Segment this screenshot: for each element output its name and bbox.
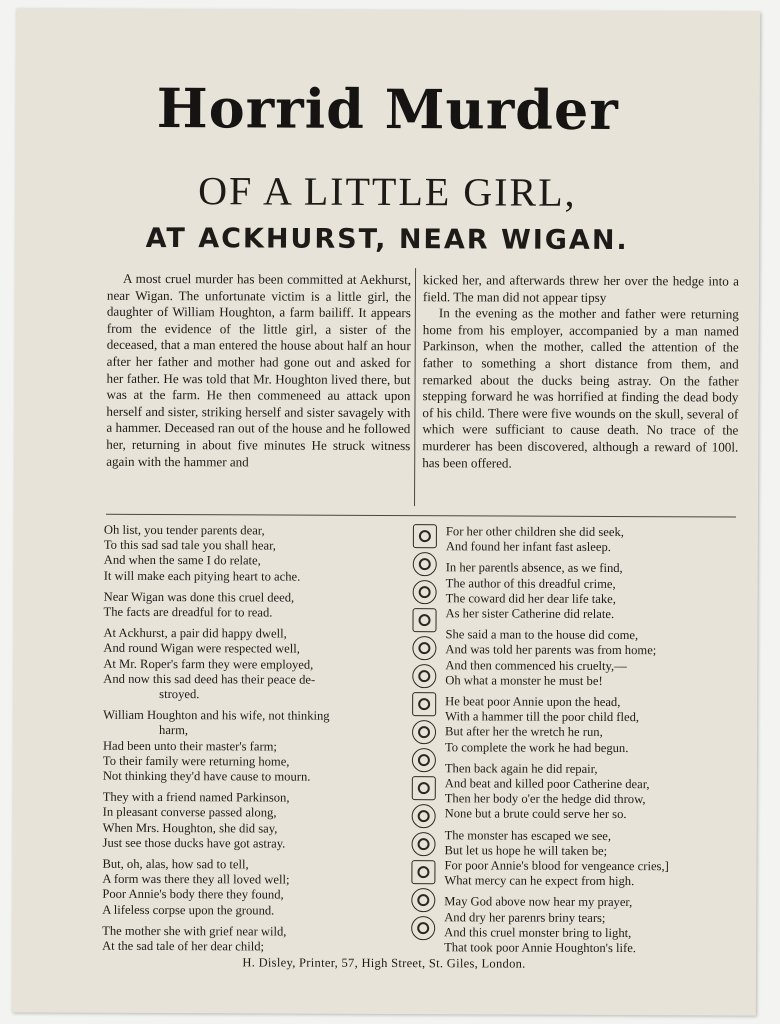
verse-line: Poor Annie's body there they found, xyxy=(102,887,284,903)
verse-line: A form was there they all loved well; xyxy=(102,872,290,887)
verse-line: For her other children she did seek, xyxy=(445,524,624,540)
verse-line: The facts are dreadful for to read. xyxy=(103,604,273,620)
verse-line: Not thinking they'd have cause to mourn. xyxy=(102,768,311,784)
verse-stanza xyxy=(445,694,745,756)
verse-line: Just see those ducks have got astray. xyxy=(102,835,286,851)
verse-line: Oh what a monster he must be! xyxy=(445,673,603,688)
verse-line: But, oh, alas, how sad to tell, xyxy=(102,856,249,872)
verse-line: When Mrs. Houghton, she did say, xyxy=(102,820,278,836)
verse-column-left xyxy=(102,523,404,962)
ornament-flourish-icon xyxy=(412,664,436,688)
verse-line: They with a friend named Parkinson, xyxy=(102,790,290,805)
printer-imprint: H. Disley, Printer, 57, High Street, St. Giles, London. xyxy=(242,955,526,971)
verse-line: A lifeless corpse upon the ground. xyxy=(102,902,275,918)
ornament-flourish-icon xyxy=(412,636,436,660)
ornament-flourish-icon xyxy=(412,720,436,744)
verse-line: And now this sad deed has their peace de- xyxy=(103,671,316,687)
ornament-flourish-icon xyxy=(412,804,436,828)
verse-stanza xyxy=(103,626,403,703)
ornament-flourish-icon xyxy=(412,776,436,800)
verse-line: The mother she with grief near wild, xyxy=(102,923,287,939)
verse-line: To complete the work he had begun. xyxy=(444,739,629,755)
prose-column-left xyxy=(106,271,411,510)
verse-stanza xyxy=(104,590,404,622)
verse-line: He beat poor Annie upon the head, xyxy=(445,694,621,710)
verse-line: At the sad tale of her dear child; xyxy=(102,938,265,954)
subheadline: OF A LITTLE GIRL, xyxy=(198,168,577,215)
verse-line: William Houghton and his wife, not thinking xyxy=(103,708,330,723)
ornament-flourish-icon xyxy=(412,608,436,632)
verse-line: That took poor Annie Houghton's life. xyxy=(444,940,636,956)
broadside-sheet xyxy=(12,8,760,1015)
prose-column-right xyxy=(422,272,739,511)
ornament-flourish-icon xyxy=(413,580,437,604)
verse-line: As her sister Catherine did relate. xyxy=(445,606,615,622)
verse-line: And then commenced his cruelty,— xyxy=(445,657,627,673)
ornament-flourish-icon xyxy=(413,552,437,576)
verse-line: With a hammer till the poor child fled, xyxy=(445,709,640,725)
verse-line: The coward did her dear life take, xyxy=(445,591,616,606)
verse-line: Had been unto their master's farm; xyxy=(102,738,277,754)
verse-line: And round Wigan were respected well, xyxy=(103,641,300,657)
ornament-column xyxy=(408,524,440,944)
verse-stanza xyxy=(103,790,403,852)
verse-stanza xyxy=(102,924,402,956)
ornament-flourish-icon xyxy=(412,748,436,772)
prose-paragraph: In the evening as the mother and father were returning home from his employer, accompanied by a man named Parkinson, when the mother, called the attention of the father to something a short distance from them, and remarked about the ducks being astray. On the father stepping forward he was horrified at finding the dead body of his child. There were five wounds on the skull, several of which were sufficiant to cause death. No trace of the murderer has been discovered, although a reward of 100l. has been offered. xyxy=(422,305,739,471)
verse-line: What mercy can he expect from high. xyxy=(444,873,635,889)
verse-line: None but a brute could serve her so. xyxy=(444,806,627,822)
verse-line: stroyed. xyxy=(159,687,200,702)
verse-line: She said a man to the house did come, xyxy=(445,627,639,643)
verse-stanza xyxy=(444,828,744,890)
ornament-flourish-icon xyxy=(411,888,435,912)
prose-paragraph: kicked her, and afterwards threw her over the hedge into a field. The man did not appear tipsy xyxy=(422,272,740,305)
verse-line: At Mr. Roper's farm they were employed, xyxy=(103,656,314,672)
verse-line: The author of this dreadful crime, xyxy=(445,575,616,591)
section-divider xyxy=(106,514,736,518)
ornament-flourish-icon xyxy=(411,832,435,856)
verse-line: For poor Annie's blood for vengeance cries,] xyxy=(444,858,669,874)
verse-stanza xyxy=(102,857,402,919)
verse-line: Near Wigan was done this cruel deed, xyxy=(103,589,295,605)
verse-stanza xyxy=(444,895,744,957)
verse-stanza xyxy=(103,708,403,785)
verse-line: And was told her parents was from home; xyxy=(445,642,657,658)
verse-stanza xyxy=(445,627,745,689)
verse-column-right xyxy=(444,524,746,963)
verse-stanza xyxy=(445,761,745,823)
verse-line: In pleasant converse passed along, xyxy=(102,805,277,820)
verse-line: In her parentls absence, as we find, xyxy=(445,560,623,576)
verse-line: To this sad sad tale you shall hear, xyxy=(103,537,276,553)
ornament-flourish-icon xyxy=(411,916,435,940)
verse-line: But let us hope he will taken be; xyxy=(444,843,608,858)
verse-line: May God above now hear my prayer, xyxy=(444,894,633,910)
ornament-flourish-icon xyxy=(412,692,436,716)
verse-line: But after her the wretch he run, xyxy=(445,724,603,740)
ornament-flourish-icon xyxy=(413,524,437,548)
verse-line: To their family were returning home, xyxy=(102,753,290,769)
ornament-flourish-icon xyxy=(411,860,435,884)
verse-stanza xyxy=(446,524,746,556)
verse-line: It will make each pitying heart to ache. xyxy=(103,568,301,584)
verse-line: Then back again he did repair, xyxy=(444,761,598,776)
verse-line: And this cruel monster bring to light, xyxy=(444,925,632,940)
verse-line: At Ackhurst, a pair did happy dwell, xyxy=(103,625,287,641)
verse-line: Oh list, you tender parents dear, xyxy=(103,522,265,538)
location-heading: AT ACKHURST, NEAR WIGAN. xyxy=(145,222,629,257)
verse-line: And beat and killed poor Catherine dear, xyxy=(444,776,650,792)
prose-paragraph: A most cruel murder has been committed at Aekhurst, near Wigan. The unfortunate victim is a little girl, the daughter of William Houghton, a farm bailiff. It appears from the evidence of the little girl, a sister of the deceased, that a man entered the house about half an hour after her father and mother had gone out and asked for her father. He was told that Mr. Houghton lived there, but was at the farm. He then commeneed au attack upon herself and sister, striking herself and sister savagely with a hammer. Deceased ran out of the house and he followed her, returning in about five minutes He struck witness again with the hammer and xyxy=(106,270,412,469)
headline: Horrid Murder xyxy=(156,75,619,143)
verse-line: Then her body o'er the hedge did throw, xyxy=(444,791,646,807)
verse-line: And found her infant fast asleep. xyxy=(445,539,611,555)
verse-line: And dry her parenrs briny tears; xyxy=(444,909,606,925)
column-divider xyxy=(414,268,416,506)
verse-line: And when the same I do relate, xyxy=(103,553,261,568)
verse-line: harm, xyxy=(159,723,189,738)
verse-line: The monster has escaped we see, xyxy=(444,827,612,843)
verse-stanza xyxy=(446,561,746,623)
verse-stanza xyxy=(104,523,404,585)
